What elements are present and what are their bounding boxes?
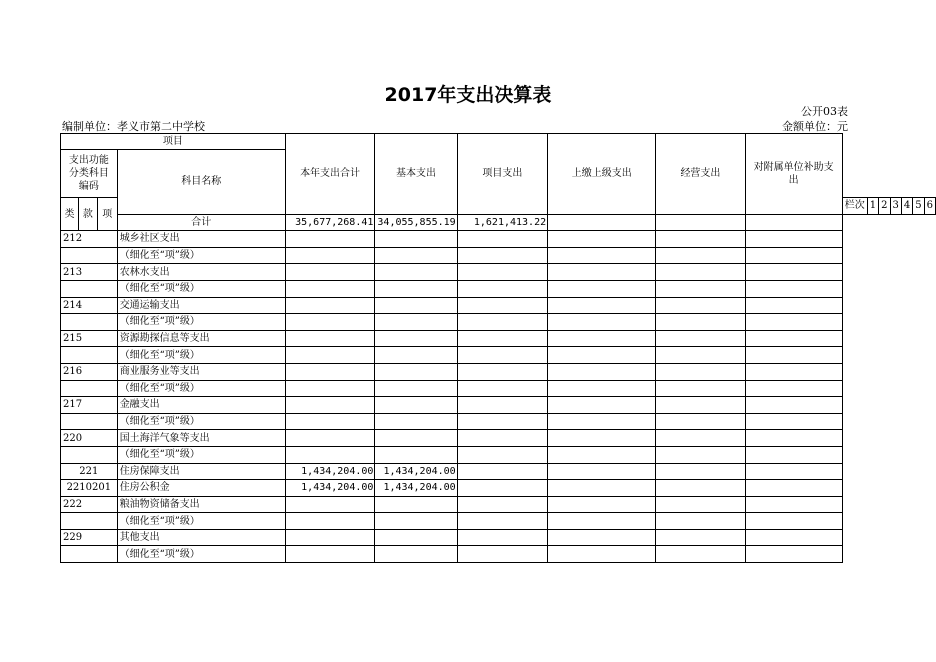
amount-cell-3	[457, 231, 547, 248]
subject-code	[61, 413, 118, 430]
amount-cell-6	[745, 513, 842, 530]
amount-cell-5	[656, 496, 745, 513]
table-row	[61, 546, 936, 563]
amount-cell-4	[548, 430, 656, 447]
col-num-1: 1	[867, 198, 878, 215]
subject-name: （细化至“项”级）	[117, 513, 285, 530]
amount-cell-4	[548, 513, 656, 530]
amount-cell-2	[375, 330, 457, 347]
amount-cell-2	[375, 280, 457, 297]
table-row	[61, 231, 936, 248]
amount-cell-3	[457, 463, 547, 480]
amount-cell-3	[457, 297, 547, 314]
table-row	[61, 480, 936, 497]
amount-cell-5	[656, 231, 745, 248]
subject-name: （细化至“项”级）	[117, 280, 285, 297]
amount-cell-3	[457, 546, 547, 563]
amount-cell-2	[375, 297, 457, 314]
subject-name: （细化至“项”级）	[117, 247, 285, 264]
table-row	[61, 330, 936, 347]
currency-label: 金额单位：元	[782, 120, 848, 133]
total-value-4	[548, 214, 656, 231]
col-num-5: 5	[913, 198, 924, 215]
subject-name: （细化至“项”级）	[117, 380, 285, 397]
amount-cell-3	[457, 314, 547, 331]
item-header: 项目	[61, 134, 286, 150]
amount-cell-4	[548, 380, 656, 397]
subject-code: 229	[61, 529, 118, 546]
subject-name: （细化至“项”级）	[117, 314, 285, 331]
amount-cell-5	[656, 347, 745, 364]
amount-cell-1	[285, 297, 375, 314]
amount-cell-1	[285, 446, 375, 463]
xiang-header: 项	[97, 198, 117, 231]
amount-cell-5	[656, 280, 745, 297]
subject-name: （细化至“项”级）	[117, 347, 285, 364]
table-row	[61, 430, 936, 447]
amount-cell-5	[656, 430, 745, 447]
subject-name: 资源勘探信息等支出	[117, 330, 285, 347]
unit-label: 编制单位：孝义市第二中学校	[62, 120, 205, 133]
amount-cell-3	[457, 413, 547, 430]
subject-code: 216	[61, 363, 118, 380]
amount-cell-1	[285, 513, 375, 530]
amount-cell-3	[457, 380, 547, 397]
amount-cell-6	[745, 380, 842, 397]
lanci-label: 栏次	[842, 198, 867, 215]
table-row	[61, 529, 936, 546]
subject-name: 国土海洋气象等支出	[117, 430, 285, 447]
total-value-6	[745, 214, 842, 231]
amount-cell-6	[745, 397, 842, 414]
subject-code: 212	[61, 231, 118, 248]
amount-cell-4	[548, 397, 656, 414]
amount-cell-6	[745, 297, 842, 314]
table-row	[61, 446, 936, 463]
amount-cell-1	[285, 280, 375, 297]
amount-cell-1	[285, 546, 375, 563]
amount-cell-1: 1,434,204.00	[285, 463, 375, 480]
amount-cell-1	[285, 330, 375, 347]
amount-cell-1	[285, 397, 375, 414]
col-num-2: 2	[879, 198, 890, 215]
amount-cell-2	[375, 231, 457, 248]
amount-cell-6	[745, 480, 842, 497]
amount-cell-3	[457, 330, 547, 347]
amount-cell-2	[375, 397, 457, 414]
subject-code: 221	[61, 463, 118, 480]
table-row	[61, 247, 936, 264]
subject-name-header: 科目名称	[117, 150, 285, 215]
amount-cell-3	[457, 397, 547, 414]
table-row	[61, 347, 936, 364]
amount-cell-1	[285, 496, 375, 513]
amount-cell-1	[285, 347, 375, 364]
col-num-3: 3	[890, 198, 901, 215]
subject-code	[61, 314, 118, 331]
table-row	[61, 496, 936, 513]
table-row	[61, 297, 936, 314]
table-row	[61, 314, 936, 331]
amount-cell-2	[375, 546, 457, 563]
amount-cell-5	[656, 380, 745, 397]
lei-header: 类	[61, 198, 79, 231]
amount-cell-4	[548, 231, 656, 248]
amount-cell-5	[656, 413, 745, 430]
amount-cell-2	[375, 314, 457, 331]
amount-cell-2	[375, 513, 457, 530]
amount-cell-3	[457, 430, 547, 447]
amount-cell-4	[548, 314, 656, 331]
amount-cell-4	[548, 247, 656, 264]
col-num-6: 6	[924, 198, 935, 215]
amount-cell-4	[548, 496, 656, 513]
amount-cell-4	[548, 363, 656, 380]
subject-code: 222	[61, 496, 118, 513]
amount-cell-3	[457, 513, 547, 530]
amount-cell-2	[375, 347, 457, 364]
amount-cell-6	[745, 430, 842, 447]
amount-cell-5	[656, 397, 745, 414]
table-row	[61, 363, 936, 380]
kuan-header: 款	[78, 198, 97, 231]
amount-cell-4	[548, 280, 656, 297]
amount-cell-1	[285, 413, 375, 430]
amount-cell-4	[548, 529, 656, 546]
amount-cell-6	[745, 247, 842, 264]
amount-cell-3	[457, 363, 547, 380]
table-row	[61, 463, 936, 480]
subject-code	[61, 380, 118, 397]
amount-cell-5	[656, 513, 745, 530]
col-num-4: 4	[901, 198, 912, 215]
subject-name: 其他支出	[117, 529, 285, 546]
amount-cell-4	[548, 413, 656, 430]
amount-cell-3	[457, 446, 547, 463]
amount-cell-1	[285, 363, 375, 380]
subject-name: 城乡社区支出	[117, 231, 285, 248]
subject-code: 214	[61, 297, 118, 314]
amount-cell-2: 1,434,204.00	[375, 463, 457, 480]
col-header-4: 上缴上级支出	[548, 134, 656, 215]
subject-code	[61, 247, 118, 264]
amount-cell-5	[656, 297, 745, 314]
amount-cell-2	[375, 247, 457, 264]
subject-code: 213	[61, 264, 118, 281]
table-row	[61, 380, 936, 397]
amount-cell-3	[457, 496, 547, 513]
amount-cell-5	[656, 446, 745, 463]
amount-cell-6	[745, 280, 842, 297]
total-value-5	[656, 214, 745, 231]
subject-code: 217	[61, 397, 118, 414]
amount-cell-3	[457, 280, 547, 297]
amount-cell-2: 1,434,204.00	[375, 480, 457, 497]
subject-name: （细化至“项”级）	[117, 546, 285, 563]
amount-cell-3	[457, 347, 547, 364]
amount-cell-3	[457, 247, 547, 264]
amount-cell-1	[285, 231, 375, 248]
total-value-3: 1,621,413.22	[457, 214, 547, 231]
amount-cell-6	[745, 264, 842, 281]
amount-cell-5	[656, 363, 745, 380]
page-title: 2017年支出决算表	[384, 84, 552, 106]
table-row	[61, 280, 936, 297]
amount-cell-1	[285, 529, 375, 546]
subject-code: 215	[61, 330, 118, 347]
amount-cell-5	[656, 546, 745, 563]
amount-cell-5	[656, 529, 745, 546]
amount-cell-5	[656, 330, 745, 347]
amount-cell-4	[548, 446, 656, 463]
table-row	[61, 264, 936, 281]
subject-code	[61, 446, 118, 463]
amount-cell-2	[375, 363, 457, 380]
amount-cell-4	[548, 480, 656, 497]
amount-cell-6	[745, 446, 842, 463]
amount-cell-2	[375, 529, 457, 546]
amount-cell-5	[656, 314, 745, 331]
subject-name: 商业服务业等支出	[117, 363, 285, 380]
total-label: 合计	[117, 214, 285, 231]
subject-code: 220	[61, 430, 118, 447]
amount-cell-3	[457, 480, 547, 497]
amount-cell-3	[457, 529, 547, 546]
amount-cell-1	[285, 264, 375, 281]
amount-cell-6	[745, 231, 842, 248]
subject-name: 粮油物资储备支出	[117, 496, 285, 513]
amount-cell-4	[548, 546, 656, 563]
table-row	[61, 513, 936, 530]
amount-cell-2	[375, 496, 457, 513]
expenditure-table	[60, 133, 936, 563]
total-value-2: 34,055,855.19	[375, 214, 457, 231]
amount-cell-5	[656, 480, 745, 497]
amount-cell-2	[375, 430, 457, 447]
amount-cell-6	[745, 496, 842, 513]
subject-name: 金融支出	[117, 397, 285, 414]
col-header-1: 本年支出合计	[285, 134, 375, 215]
amount-cell-6	[745, 347, 842, 364]
amount-cell-4	[548, 264, 656, 281]
amount-cell-4	[548, 463, 656, 480]
table-row	[61, 413, 936, 430]
amount-cell-4	[548, 297, 656, 314]
table-row	[61, 397, 936, 414]
amount-cell-2	[375, 446, 457, 463]
amount-cell-2	[375, 264, 457, 281]
subject-name: 交通运输支出	[117, 297, 285, 314]
col-header-3: 项目支出	[457, 134, 547, 215]
col-header-6: 对附属单位补助支出	[745, 134, 842, 215]
code-group-header: 支出功能分类科目编码	[61, 150, 118, 198]
subject-name: 住房保障支出	[117, 463, 285, 480]
amount-cell-6	[745, 546, 842, 563]
amount-cell-6	[745, 363, 842, 380]
subject-name: 住房公积金	[117, 480, 285, 497]
amount-cell-5	[656, 463, 745, 480]
subject-code	[61, 513, 118, 530]
total-value-1: 35,677,268.41	[285, 214, 375, 231]
amount-cell-2	[375, 380, 457, 397]
amount-cell-6	[745, 330, 842, 347]
amount-cell-4	[548, 347, 656, 364]
subject-name: 农林水支出	[117, 264, 285, 281]
amount-cell-4	[548, 330, 656, 347]
amount-cell-5	[656, 264, 745, 281]
amount-cell-1: 1,434,204.00	[285, 480, 375, 497]
amount-cell-6	[745, 413, 842, 430]
subject-code	[61, 347, 118, 364]
amount-cell-3	[457, 264, 547, 281]
amount-cell-1	[285, 430, 375, 447]
amount-cell-1	[285, 314, 375, 331]
subject-code: 2210201	[61, 480, 118, 497]
amount-cell-5	[656, 247, 745, 264]
subject-code	[61, 280, 118, 297]
amount-cell-6	[745, 314, 842, 331]
col-header-2: 基本支出	[375, 134, 457, 215]
subject-code	[61, 546, 118, 563]
amount-cell-1	[285, 247, 375, 264]
col-header-5: 经营支出	[656, 134, 745, 215]
amount-cell-1	[285, 380, 375, 397]
subject-name: （细化至“项”级）	[117, 446, 285, 463]
amount-cell-6	[745, 463, 842, 480]
subject-name: （细化至“项”级）	[117, 413, 285, 430]
amount-cell-2	[375, 413, 457, 430]
form-code: 公开03表	[801, 105, 848, 118]
amount-cell-6	[745, 529, 842, 546]
